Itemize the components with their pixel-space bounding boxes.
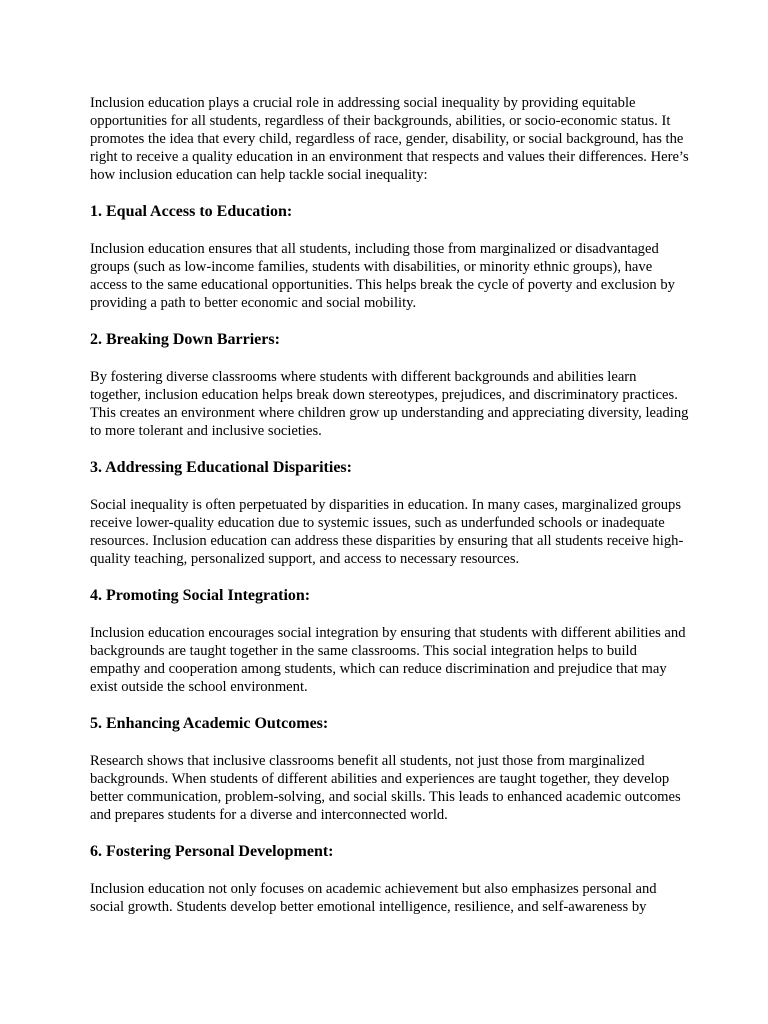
section-body: Research shows that inclusive classrooms benefit all students, not just those from marginalized backgrounds. When students of different abilities and experiences are taught together, they develop better communication, problem-solving, and social skills. This leads to enhanced academic outcomes and prepares students for a diverse and interconnected world.	[90, 753, 681, 823]
section-equal-access	[90, 202, 690, 312]
section-personal-development	[90, 842, 690, 916]
section-heading: 6. Fostering Personal Development:	[90, 843, 334, 860]
section-body: Inclusion education not only focuses on academic achievement but also emphasizes personal and social growth. Students develop better emotional intelligence, resilience, and self-awareness by	[90, 881, 657, 915]
section-social-integration	[90, 586, 690, 696]
section-heading: 4. Promoting Social Integration:	[90, 587, 311, 604]
section-heading: 5. Enhancing Academic Outcomes:	[90, 715, 329, 732]
section-educational-disparities	[90, 458, 690, 568]
section-heading: 3. Addressing Educational Disparities:	[90, 459, 352, 476]
section-heading: 2. Breaking Down Barriers:	[90, 331, 280, 348]
intro-paragraph: Inclusion education plays a crucial role in addressing social inequality by providing equitable opportunities for all students, regardless of their backgrounds, abilities, or socio-economic status. It promotes the idea that every child, regardless of race, gender, disability, or social background, has the right to receive a quality education in an environment that respects and values their differences. Here’s how inclusion education can help tackle social inequality:	[90, 95, 689, 183]
section-body: Social inequality is often perpetuated by disparities in education. In many cases, marginalized groups receive lower-quality education due to systemic issues, such as underfunded schools or inadequate resources. Inclusion education can address these disparities by ensuring that all students receive high-quality teaching, personalized support, and access to necessary resources.	[90, 497, 684, 567]
section-academic-outcomes	[90, 714, 690, 824]
section-breaking-barriers	[90, 330, 690, 440]
section-body: Inclusion education ensures that all students, including those from marginalized or disadvantaged groups (such as low-income families, students with disabilities, or minority ethnic groups), have access to the same educational opportunities. This helps break the cycle of poverty and exclusion by providing a path to better economic and social mobility.	[90, 241, 675, 311]
document-page	[90, 94, 690, 916]
section-heading: 1. Equal Access to Education:	[90, 203, 293, 220]
section-body: By fostering diverse classrooms where students with different backgrounds and abilities learn together, inclusion education helps break down stereotypes, prejudices, and discriminatory practices. This creates an environment where children grow up understanding and appreciating diversity, leading to more tolerant and inclusive societies.	[90, 369, 689, 439]
section-body: Inclusion education encourages social integration by ensuring that students with different abilities and backgrounds are taught together in the same classrooms. This social integration helps to build empathy and cooperation among students, which can reduce discrimination and prejudice that may exist outside the school environment.	[90, 625, 686, 695]
